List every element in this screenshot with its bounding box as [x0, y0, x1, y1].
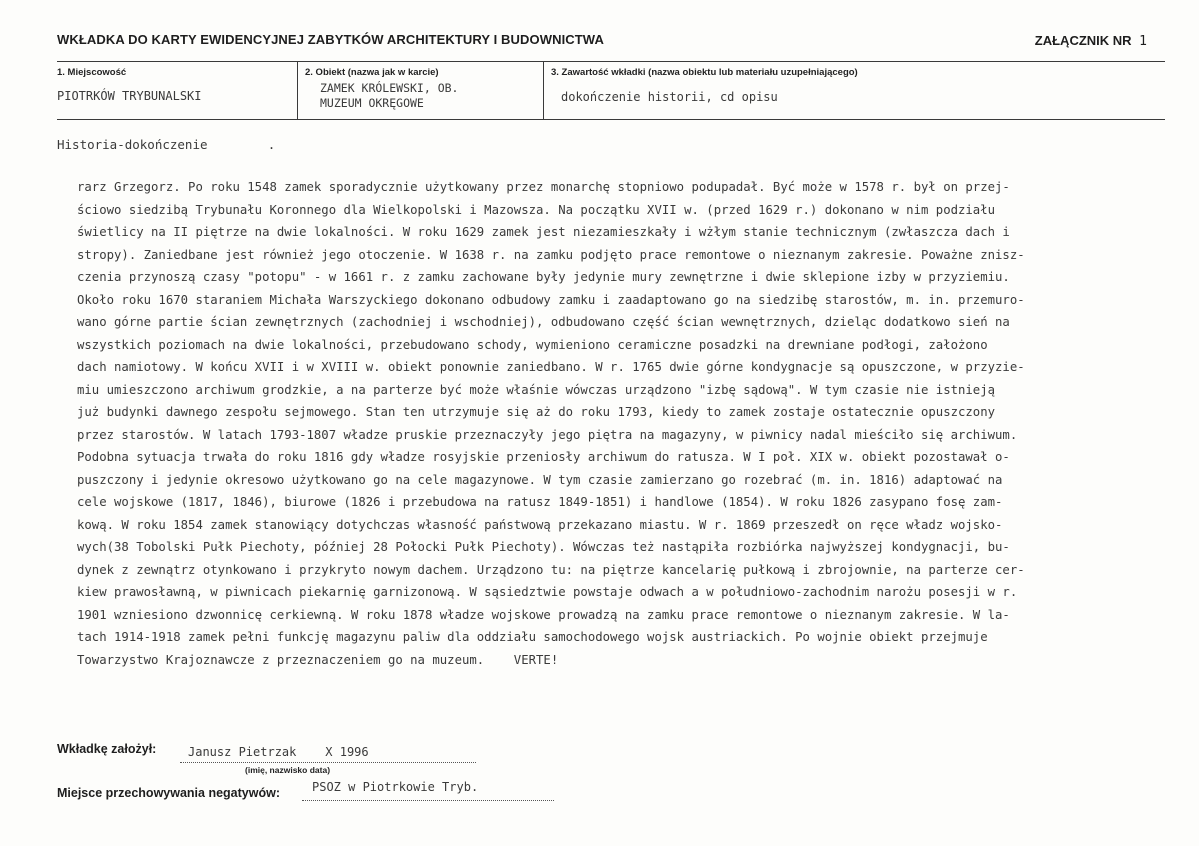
author-value: Janusz Pietrzak X 1996 — [188, 745, 369, 759]
author-caption: (imię, nazwisko data) — [245, 765, 331, 775]
history-line: Podobna sytuacja trwała do roku 1816 gdy władze rosyjskie przeniosły archiwum do ratusza. W I poł. XIX w. obiekt pozostawał o- — [77, 450, 1010, 464]
history-line: już budynki dawnego zespołu sejmowego. Stan ten utrzymuje się aż do roku 1793, kiedy to zamek zostaje ostatecznie opuszczony — [77, 405, 996, 419]
annex-number: 1 — [1139, 34, 1147, 49]
history-line: wszystkich poziomach na dwie lokalności, przebudowano schody, wymieniono ceramiczne posadzki na drewniane podłogi, założono — [77, 337, 988, 352]
history-line: tach 1914-1918 zamek pełni funkcję magazynu paliw dla oddziału samochodowego wojsk austriackich. Po wojnie obiekt przejmuje — [77, 630, 988, 644]
history-line: ściowo siedzibą Trybunału Koronnego dla Wielkopolski i Mazowsza. Na początku XVII w. (przed 1629 r.) dokonano w nim podziału — [77, 202, 996, 217]
history-line: miu umieszczono archiwum grodzkie, a na parterze być może właśnie wówczas urządzono "izbę sądową". W tym czasie nie istnieją — [77, 382, 996, 397]
history-line: cele wojskowe (1817, 1846), biurowe (1826 i przebudowa na ratusz 1849-1851) i handlowe (1854). W roku 1826 zasypano fosę zam- — [77, 495, 1003, 509]
annex-label-group — [1035, 33, 1147, 49]
history-line: dynek z zewnątrz otynkowano i przykryto nowym dachem. Urządzono tu: na piętrze kancelarię pułkową i zbrojownie, na parterze cer- — [77, 562, 1025, 577]
header-top-rule — [57, 61, 1165, 62]
locality-label: 1. Miejscowość — [57, 67, 127, 78]
object-value-line1: ZAMEK KRÓLEWSKI, OB. — [320, 81, 459, 95]
history-line: Około roku 1670 staraniem Michała Warszyckiego dokonano odbudowy zamku i zaadaptowano go na siedzibę starostów, m. in. przemuro- — [77, 292, 1025, 307]
content-label: 3. Zawartość wkładki (nazwa obiektu lub materiału uzupełniającego) — [551, 67, 858, 78]
card-title: WKŁADKA DO KARTY EWIDENCYJNEJ ZABYTKÓW ARCHITEKTURY I BUDOWNICTWA — [57, 32, 604, 47]
history-line: 1901 wzniesiono dzwonnicę cerkiewną. W roku 1878 władze wojskowe prowadzą na zamku prace remontowe o nieznanym zakresie. W la- — [77, 607, 1010, 622]
locality-value: PIOTRKÓW TRYBUNALSKI — [57, 89, 202, 103]
history-text — [77, 176, 1147, 671]
history-line: dach namiotowy. W końcu XVII i w XVIII w. obiekt ponownie zaniedbano. W r. 1765 dwie górne kondygnacje są opuszczone, w przyzie- — [77, 360, 1025, 374]
history-line: wych(38 Tobolski Pułk Piechoty, później 28 Połocki Pułk Piechoty). Wówczas też nastąpiła rozbiórka najwyższej kondygnacji, bu- — [77, 540, 1010, 554]
section-heading: Historia-dokończenie . — [57, 137, 276, 152]
history-line: stropy). Zaniedbane jest również jego otoczenie. W 1638 r. na zamku podjęto prace remontowe o nieznanym zakresie. Poważne znisz- — [77, 247, 1025, 262]
header-divider-1 — [297, 61, 298, 119]
history-line: Towarzystwo Krajoznawcze z przeznaczeniem go na muzeum. VERTE! — [77, 652, 559, 667]
negatives-label: Miejsce przechowywania negatywów: — [57, 786, 280, 800]
author-label: Wkładkę założył: — [57, 742, 157, 756]
negatives-value: PSOZ w Piotrkowie Tryb. — [312, 780, 479, 794]
history-line: puszczony i jedynie okresowo użytkowano go na cele magazynowe. W tym czasie zamierzano go rozebrać (m. in. 1816) adaptować na — [77, 472, 1003, 487]
author-underline — [180, 762, 476, 763]
header-bottom-rule — [57, 119, 1165, 120]
history-line: kiew prawosławną, w piwnicach piekarnię garnizonową. W sąsiedztwie powstaje odwach a w południowo-zachodnim narożu posesji w r. — [77, 585, 1018, 599]
history-line: kową. W roku 1854 zamek stanowiący dotychczas własność państwową przekazano miastu. W r. 1869 przeszedł on ręce władz wojsko- — [77, 517, 1003, 532]
object-label: 2. Obiekt (nazwa jak w karcie) — [305, 67, 439, 78]
negatives-underline — [302, 800, 554, 801]
history-line: świetlicy na II piętrze na dwie lokalności. W roku 1629 zamek jest niezamieszkały i wżłym stanie technicznym (zwłaszcza dach i — [77, 225, 1010, 239]
history-line: rarz Grzegorz. Po roku 1548 zamek sporadycznie użytkowany przez monarchę stopniowo podupadał. Być może w 1578 r. był on przej- — [77, 180, 1010, 194]
object-value-line2: MUZEUM OKRĘGOWE — [320, 96, 424, 110]
annex-label: ZAŁĄCZNIK NR — [1034, 33, 1132, 48]
history-line: przez starostów. W latach 1793-1807 władze pruskie przeznaczyły jego piętra na magazyny, w piwnicy nadal mieściło się archiwum. — [77, 427, 1018, 442]
header-divider-2 — [543, 61, 544, 119]
content-value: dokończenie historii, cd opisu — [561, 90, 778, 104]
history-line: czenia przynoszą czasy "potopu" - w 1661 r. z zamku zachowane były jedynie mury zewnętrzne i dwie sklepione izby w przyziemiu. — [77, 270, 1010, 284]
history-line: wano górne partie ścian zewnętrznych (zachodniej i wschodniej), odbudowano część ścian wewnętrznych, dzieląc dodatkowo sień na — [77, 315, 1010, 329]
